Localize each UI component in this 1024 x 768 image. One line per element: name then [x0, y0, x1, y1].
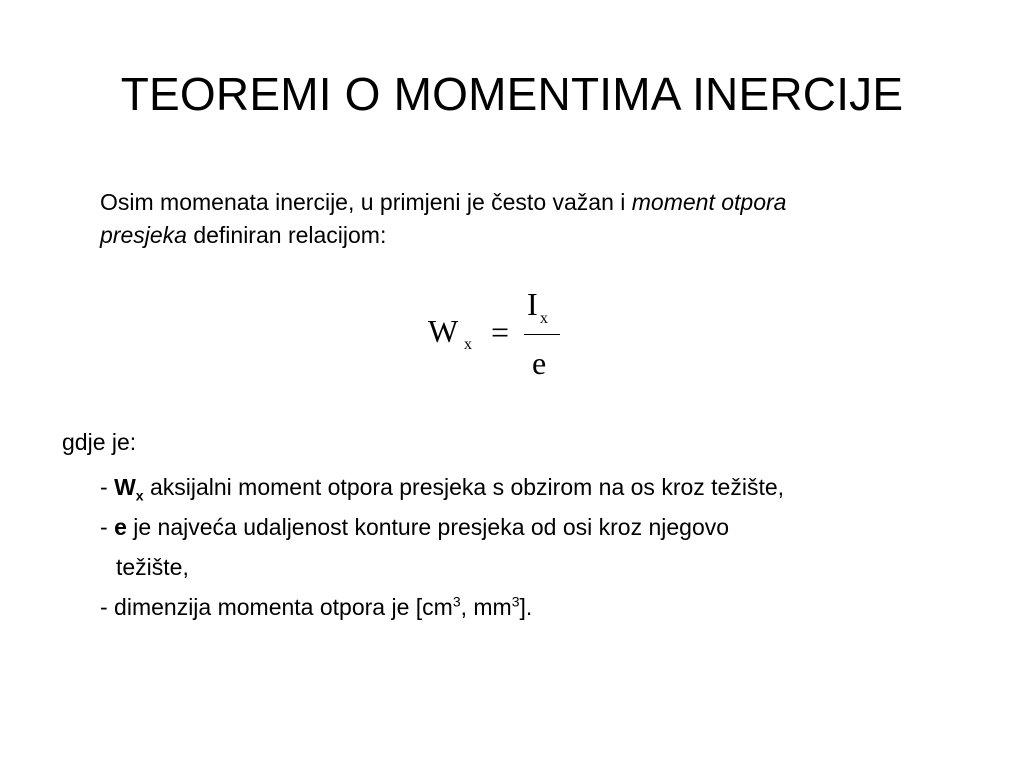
definition-item-wx — [100, 467, 1000, 507]
superscript-cm: 3 — [452, 593, 461, 610]
item-symbol-e: e — [114, 514, 127, 540]
formula-equals: = — [491, 314, 510, 350]
item-text: - dimenzija momenta otpora je [cm — [100, 594, 453, 620]
formula-lhs: W — [428, 313, 459, 349]
where-label: gdje je: — [62, 429, 137, 455]
formula-numerator-subscript: x — [540, 310, 548, 327]
item-text-middle: , mm — [460, 594, 512, 620]
definition-item-e — [100, 507, 1000, 547]
item-continuation-text: težište, — [116, 554, 189, 580]
definitions-list — [100, 467, 1000, 627]
superscript-mm: 3 — [511, 593, 520, 610]
formula-numerator: I — [527, 286, 538, 322]
formula-fraction-bar — [524, 334, 560, 335]
item-symbol-w — [114, 474, 144, 504]
intro-text-end: definiran relacijom: — [186, 222, 387, 248]
intro-text: Osim momenata inercije, u primjeni je često važan i — [100, 189, 632, 215]
symbol-w-subscript: x — [135, 487, 144, 504]
intro-term-moment-otpora: moment otpora — [631, 189, 787, 215]
symbol-w: W — [114, 474, 136, 500]
section-modulus-formula — [428, 284, 578, 384]
definition-item-dimension — [100, 587, 1000, 627]
formula-denominator: e — [532, 345, 547, 381]
item-text-suffix: ]. — [519, 594, 533, 620]
intro-paragraph — [100, 186, 980, 252]
item-text: aksijalni moment otpora presjeka s obzirom na os kroz težište, — [143, 474, 785, 500]
item-text: je najveća udaljenost konture presjeka od osi kroz njegovo — [126, 514, 730, 540]
item-prefix: - — [100, 474, 115, 500]
definition-item-e-continuation — [100, 547, 1000, 587]
slide-title: TEOREMI O MOMENTIMA INERCIJE — [120, 68, 904, 120]
intro-term-presjeka: presjeka — [100, 222, 187, 248]
item-prefix: - — [100, 514, 115, 540]
formula-lhs-subscript: x — [464, 336, 472, 353]
